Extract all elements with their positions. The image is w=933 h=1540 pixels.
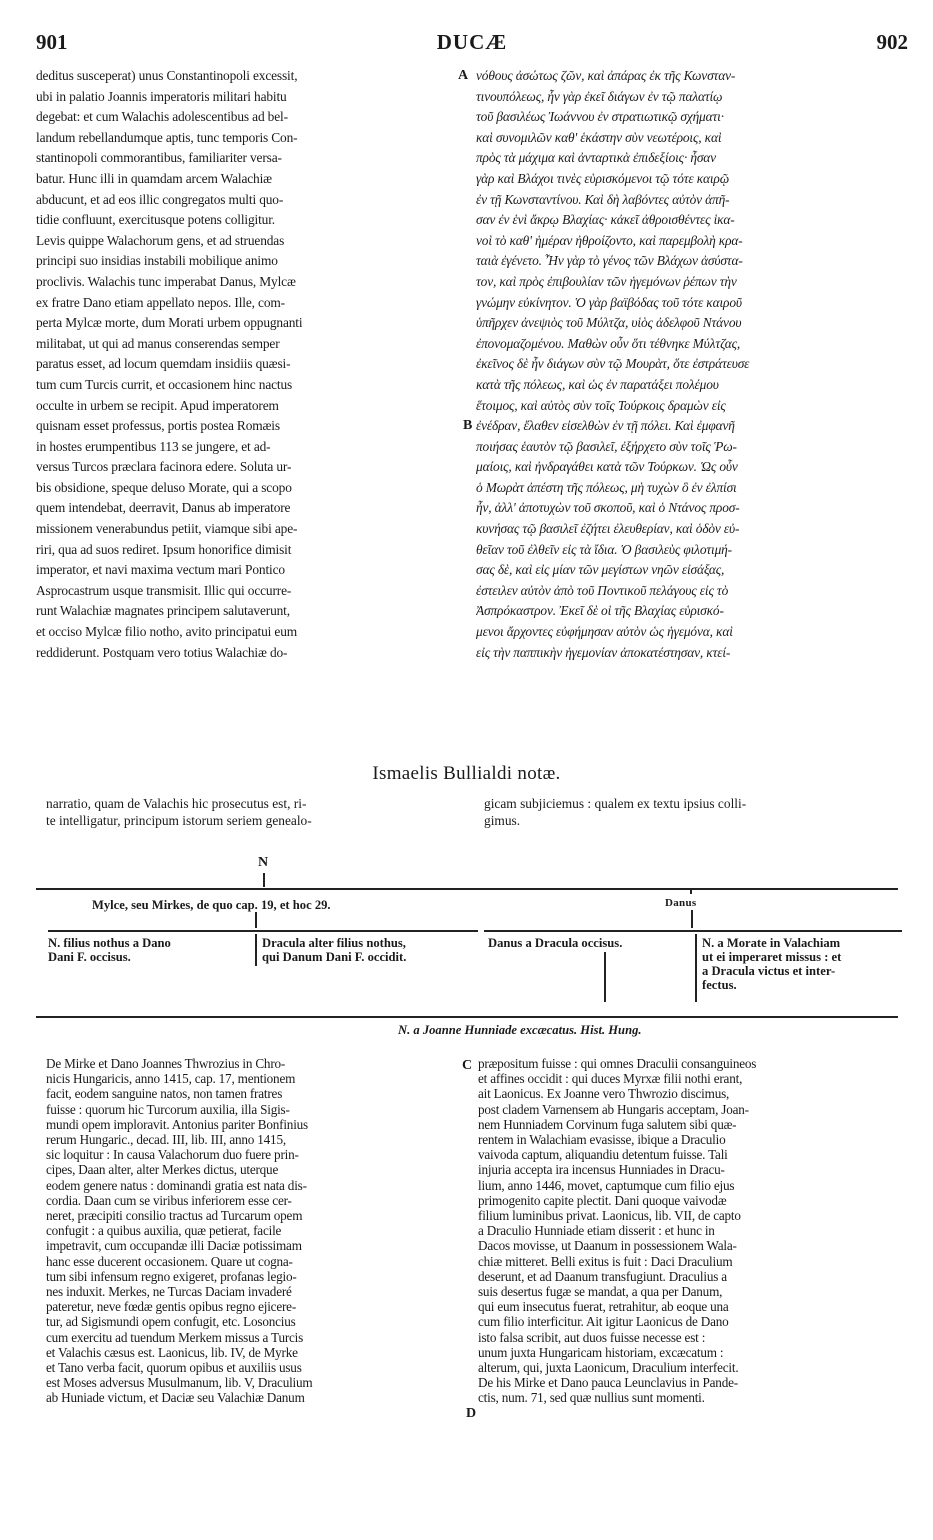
notes-intro-line: narratio, quam de Valachis hic prosecutus est, ri- <box>46 796 307 811</box>
latin-text-line: quisnam esset professus, portis postea Romæis <box>36 418 280 434</box>
greek-text-line: γνώμην εὐκίνητον. Ὁ γὰρ βαϊβόδας τοῦ τότε καιροῦ <box>476 294 742 310</box>
notes-intro-line: gimus. <box>484 813 521 828</box>
latin-text-line: runt Walachiæ magnates principem salutaverunt, <box>36 603 290 619</box>
greek-text-line: ποιήσας ἑαυτὸν τῷ βασιλεῖ, ἐξήρχετο σὺν τοῖς Ῥω- <box>476 438 737 454</box>
notes-text-line: rentem in Walachiam evasisse, ibique a Draculio <box>478 1132 726 1148</box>
latin-text-line: ubi in palatio Joannis imperatoris militari habitu <box>36 88 287 104</box>
notes-text-line: unum juxta Hungaricam historiam, excæcatum : <box>478 1344 724 1360</box>
latin-text-line: proclivis. Walachis tunc imperabat Danus, Mylcæ <box>36 273 296 289</box>
notes-text-line: alterum, qui, juxta Laonicum, Draculium interfecit. <box>478 1360 739 1376</box>
genealogy-divider <box>255 934 257 966</box>
greek-text-line: κυνήσας τῷ βασιλεῖ ἐζήτει ἐλευθερίαν, καὶ ὁδὸν εὐ- <box>476 521 740 537</box>
greek-text-line: ἐπονομαζομένου. Μαθὼν οὖν ὅτι τέθνηκε Μύλτζας, <box>476 335 741 351</box>
section-marker-b: B <box>463 418 473 433</box>
notes-text-line: chiæ mitteret. Belli exitus is fuit : Daci Draculium <box>478 1253 733 1269</box>
greek-text-line: κατὰ τῆς πόλεως, καὶ ὡς ἐν παρατάξει πολέμου <box>476 376 719 392</box>
greek-text-line: νόθους ἀσώτως ζῶν, καὶ ἀπάρας ἐκ τῆς Κωνσταν- <box>476 68 736 83</box>
greek-text-line: καὶ συνομιλῶν καθ' ἑκάστην σὺν νεωτέροις, καὶ <box>476 129 722 145</box>
latin-text-line: paratus esset, ad locum quemdam insidiis quæsi- <box>36 356 291 372</box>
greek-text-line: τον, καὶ πρὸς ἐπιβουλίαν τῶν ἡγεμόνων ῥέπων τὴν <box>476 273 737 289</box>
genealogy-connector <box>263 873 265 887</box>
genealogy-divider <box>695 934 697 1002</box>
greek-text-line: ἦν, ἀλλ' ἀποτυχὼν τοῦ σκοποῦ, καὶ ὁ Ντάνος προσ- <box>476 500 740 516</box>
notes-text-line: cum filio interficitur. Ait igitur Laonicus de Dano <box>478 1314 729 1330</box>
genealogy-rule-bottom <box>36 1016 898 1018</box>
notes-text-line: et Tano verba facit, quorum opibus et auxiliis usus <box>46 1360 302 1376</box>
greek-text-line: μενοι ἄρχοντες εὐφήμησαν αὐτὸν ὡς ἡγεμόνα, καὶ <box>476 624 733 640</box>
genealogy-danus: Danus <box>665 897 697 909</box>
latin-text-line: tidie confluunt, exercitusque potens colligitur. <box>36 212 275 228</box>
notes-text-left <box>46 1056 458 1406</box>
latin-text-line: militabat, ut qui ad manus conserendas semper <box>36 335 280 351</box>
greek-text-line: ἕτοιμος, καὶ αὐτὸς σὺν τοῖς Τούρκοις δραμὼν εἰς <box>476 397 726 413</box>
latin-text-line: degebat: et cum Walachis adolescentibus ad bel- <box>36 109 288 125</box>
genealogy-child-4: ut ei imperaret missus : et <box>702 950 842 964</box>
latin-text-line: in hostes erumpentibus 113 se jungere, et ad- <box>36 438 271 454</box>
greek-text-line: ἐν τῇ Κωνσταντίνου. Καὶ δὴ λαβόντες αὐτὸν ἀπῆ- <box>476 191 730 207</box>
latin-text-line: missionem venerabundus petiit, viamque sibi ape- <box>36 521 298 537</box>
genealogy-child-1: N. filius nothus a Dano <box>48 936 171 950</box>
notes-text-line: nem Hunniadem Corvinum fuga salutem sibi quæ- <box>478 1116 737 1132</box>
genealogy-connector <box>691 910 693 928</box>
notes-intro-line: gicam subjiciemus : qualem ex textu ipsius colli- <box>484 796 747 811</box>
notes-text-line: qui eum insecutus fuerat, retrahitur, ab eoque una <box>478 1299 729 1315</box>
greek-text-column <box>476 66 904 663</box>
greek-text-line: πρὸς τὰ μάχιμα καὶ ἀνταρτικὰ ἐπιδεξίοις· ἦσαν <box>476 150 716 166</box>
greek-text-line: σας δὲ, καὶ εἰς μίαν τῶν μεγίστων νηῶν εἰσάξας, <box>476 562 725 578</box>
latin-text-column <box>36 66 460 663</box>
latin-text-line: bis obsidione, speque deluso Morate, qui a scopo <box>36 479 292 495</box>
latin-text-line: quem intendebat, deerravit, Danus ab imperatore <box>36 500 291 516</box>
greek-text-line: ὁ Μωρὰτ ἀπέστη τῆς πόλεως, μὴ τυχὼν ὃ ἐν ἐλπίσι <box>476 479 737 495</box>
genealogy-rule-top <box>36 888 898 890</box>
notes-heading: Ismaelis Bullialdi notæ. <box>372 763 561 784</box>
latin-text-line: tum cum Turcis currit, et occasionem hinc nactus <box>36 376 293 392</box>
greek-text-line: ἐνέδραν, ἔλαθεν εἰσελθὼν ἐν τῇ πόλει. Καὶ ἐμφανῆ <box>476 418 735 434</box>
genealogy-child-4: a Dracula victus et inter- <box>702 964 836 978</box>
notes-text-line: et affines occidit : qui duces Myrxæ filii nothi erant, <box>478 1071 743 1087</box>
latin-text-line: abducunt, et ad eos illic congregatos multi quo- <box>36 191 284 207</box>
notes-text-line: injuria accepta ira incensus Hunniades in Dracu- <box>478 1162 725 1178</box>
greek-text-line: γὰρ καὶ Βλάχοι τινὲς εὑρισκόμενοι τῷ τότε καιρῷ <box>476 170 730 186</box>
genealogy-connector <box>255 912 257 928</box>
latin-text-line: Asprocastrum usque transmisit. Illic qui occurre- <box>36 582 292 598</box>
notes-text-line: tur, ad Sigismundi opem confugit, etc. Losoncius <box>46 1314 296 1330</box>
latin-text-line: versus Turcos præclara facinora edere. Soluta ur- <box>36 459 292 475</box>
latin-text-line: riri, qua ad suos rediret. Ipsum honorifice dimisit <box>36 541 292 557</box>
genealogy-rule-right <box>484 930 902 932</box>
greek-text-line: ὑπῆρχεν ἀνεψιὸς τοῦ Μύλτζα, υἱὸς ἀδελφοῦ Ντάνου <box>476 315 742 331</box>
notes-text-right <box>478 1056 904 1406</box>
latin-text-line: deditus susceperat) unus Constantinopoli excessit, <box>36 68 298 83</box>
genealogy-child-3: Danus a Dracula occisus. <box>488 936 623 950</box>
section-marker-a: A <box>458 68 469 83</box>
page-number-left: 901 <box>36 30 68 54</box>
notes-text-line: pateretur, neve fœdæ gentis opibus regno ejicere- <box>46 1299 297 1315</box>
section-marker-d: D <box>466 1406 477 1421</box>
greek-text-line: σαν ἐν ἑνὶ ἄκρῳ Βλαχίας· κἀκεῖ ἀθροισθέντες ἱκα- <box>476 212 735 228</box>
latin-text-line: perta Mylcæ morte, dum Morati urbem oppugnanti <box>36 315 303 331</box>
greek-text-line: τοῦ βασιλέως Ἰωάννου ἐν στρατιωτικῷ σχήματι· <box>476 109 724 125</box>
greek-text-line: ἐστειλεν αὐτὸν ἀπὸ τοῦ Ποντικοῦ πελάγους εἰς τὸ <box>476 582 729 598</box>
genealogy-connector <box>690 888 692 894</box>
notes-text-line: a Draculio Hunniade etiam disserit : et hunc in <box>478 1223 715 1239</box>
latin-text-line: et occiso Mylcæ filio notho, avito principatui eum <box>36 624 298 640</box>
greek-text-line: νοὶ τὸ καθ' ἡμέραν ἠθροίζοντο, καὶ παρεμβολὴ κρα- <box>476 232 743 248</box>
latin-text-line: reddiderunt. Postquam vero totius Walachiæ do- <box>36 644 288 660</box>
notes-text-line: confugit : a quibus auxilia, quæ petierat, facile <box>46 1223 282 1239</box>
notes-text-line: suis desertus fugæ se mandat, a qua per Danum, <box>478 1284 723 1300</box>
notes-text-line: impetravit, cum occupandæ illi Daciæ potissimam <box>46 1238 302 1254</box>
notes-text-line: nes induxit. Merkes, ne Turcas Daciam invaderé <box>46 1284 292 1300</box>
greek-text-line: εἰς τὴν παππικὴν ἡγεμονίαν ἀποκατέστησαν, κτεί- <box>476 644 731 660</box>
notes-text-line: cipes, Daan alter, alter Merkes dictus, uterque <box>46 1162 279 1178</box>
latin-text-line: principi suo insidias instabili mobilique animo <box>36 253 278 269</box>
notes-text-line: neret, præcipiti consilio tractus ad Turcarum opem <box>46 1208 303 1224</box>
running-title: DUCÆ <box>436 30 508 54</box>
notes-text-line: eodem genere natus : dominandi gratia est nata dis- <box>46 1177 307 1193</box>
notes-text-line: nicis Hungaricis, anno 1415, cap. 17, mentionem <box>46 1071 296 1087</box>
latin-text-line: Levis quippe Walachorum gens, et ad struendas <box>36 232 285 248</box>
notes-text-line: isto falsa scribit, aut duos fuisse necesse est : <box>478 1329 706 1345</box>
latin-text-line: landum rebellandumque aptis, tunc temporis Con- <box>36 129 298 145</box>
notes-text-line: tum sibi infensum regno exigeret, profanas legio- <box>46 1268 297 1284</box>
genealogy-bottom: N. a Joanne Hunniade excæcatus. Hist. Hung. <box>398 1023 642 1037</box>
latin-text-line: ex fratre Dano etiam appellato nepos. Ille, com- <box>36 294 285 310</box>
notes-text-line: rerum Hungaric., decad. III, lib. III, anno 1415, <box>46 1132 286 1148</box>
notes-text-line: est Moses adversus Musulmanum, lib. V, Draculium <box>46 1375 313 1391</box>
notes-text-line: facit, eodem sanguine natos, non tamen fratres <box>46 1086 283 1102</box>
greek-text-line: ταιὰ ἐγένετο. Ἦν γὰρ τὸ γένος τῶν Βλάχων ἀσύστα- <box>476 253 743 269</box>
notes-text-line: præpositum fuisse : qui omnes Draculii consanguineos <box>478 1056 757 1071</box>
latin-text-line: imperator, et navi maxima vectum mari Pontico <box>36 562 285 578</box>
notes-text-line: filium luminibus privat. Laonicus, lib. VII, de capto <box>478 1208 741 1224</box>
section-marker-c: C <box>462 1058 473 1073</box>
notes-text-line: post cladem Varnensem ab Hungaris acceptam, Joan- <box>478 1101 749 1117</box>
greek-text-line: τινουπόλεως, ἦν γὰρ ἐκεῖ διάγων ἐν τῷ παλατίῳ <box>476 88 723 104</box>
genealogy-mylce: Mylce, seu Mirkes, de quo cap. 19, et hoc 29. <box>92 898 331 912</box>
notes-text-line: cum exercitu ad tuendum Merkem missus a Turcis <box>46 1329 304 1345</box>
genealogy-connector <box>604 952 606 1002</box>
page-number-right: 902 <box>876 30 908 54</box>
genealogy-rule-left <box>48 930 478 932</box>
notes-text-line: et Valachis cæsus est. Laonicus, lib. IV, de Myrke <box>46 1344 298 1360</box>
genealogy-root: N <box>258 855 269 870</box>
latin-text-line: stantinopoli commorantibus, familiariter versa- <box>36 150 282 166</box>
greek-text-line: ἐκεῖνος δὲ ἦν διάγων σὺν τῷ Μουρὰτ, ὅτε ἐστράτευσε <box>476 356 750 372</box>
notes-text-line: primogenito capite plectit. Dani quoque vaivodæ <box>478 1192 727 1208</box>
greek-text-line: θεῖαν τοῦ ἐλθεῖν εἰς τὰ ἴδια. Ὁ βασιλεὺς φιλοτιμή- <box>476 541 732 557</box>
genealogy-child-2: Dracula alter filius nothus, <box>262 936 406 950</box>
notes-text-line: hanc esse ducerent occasionem. Quare ut cogna- <box>46 1253 293 1269</box>
notes-text-line: lium, anno 1446, movet, captumque cum filio ejus <box>478 1177 735 1193</box>
genealogy-child-1: Dani F. occisus. <box>48 950 131 964</box>
notes-text-line: mundi opem imploravit. Antonius pariter Bonfinius <box>46 1116 308 1132</box>
latin-text-line: occulte in urbem se recipit. Apud imperatorem <box>36 397 279 413</box>
notes-text-line: vaivoda captum, aliquandiu detentum fuisse. Tali <box>478 1147 728 1163</box>
greek-text-line: μαίοις, καὶ ἠνδραγάθει κατὰ τῶν Τούρκων. Ὡς οὖν <box>476 459 738 475</box>
notes-text-line: Dacos movisse, ut Daanum in possessionem Wala- <box>478 1238 737 1254</box>
genealogy-child-4: N. a Morate in Valachiam <box>702 936 841 950</box>
notes-intro-line: te intelligatur, principum istorum seriem genealo- <box>46 813 312 828</box>
genealogy-child-4: fectus. <box>702 978 737 992</box>
notes-text-line: De Mirke et Dano Joannes Thwrozius in Chro- <box>46 1056 286 1071</box>
notes-text-line: deserunt, et ad Daanum transfugiunt. Draculius a <box>478 1268 727 1284</box>
notes-text-line: ait Laonicus. Ex Joanne vero Thwrozio discimus, <box>478 1086 730 1102</box>
notes-text-line: De his Mirke et Dano pauca Leunclavius in Pande- <box>478 1375 738 1391</box>
notes-intro-left <box>46 795 460 829</box>
page-header <box>36 30 908 56</box>
greek-text-line: Ἀσπρόκαστρον. Ἐκεῖ δὲ οἱ τῆς Βλαχίας εὑρισκό- <box>476 603 724 619</box>
notes-text-line: sic loquitur : In causa Valachorum duo fuere prin- <box>46 1147 299 1163</box>
latin-text-line: batur. Hunc illi in quamdam arcem Walachiæ <box>36 170 272 186</box>
notes-text-line: fuisse : quorum hic Turcorum auxilia, illa Sigis- <box>46 1101 290 1117</box>
genealogy-child-2: qui Danum Dani F. occidit. <box>262 950 407 964</box>
notes-text-line: ctis, num. 71, sed quæ nullius sunt momenti. <box>478 1390 705 1406</box>
notes-text-line: cordia. Daan cum se viribus inferiorem esse cer- <box>46 1192 292 1208</box>
notes-text-line: ab Huniade victum, et Daciæ seu Valachiæ Danum <box>46 1390 305 1406</box>
notes-intro-right <box>484 795 902 829</box>
